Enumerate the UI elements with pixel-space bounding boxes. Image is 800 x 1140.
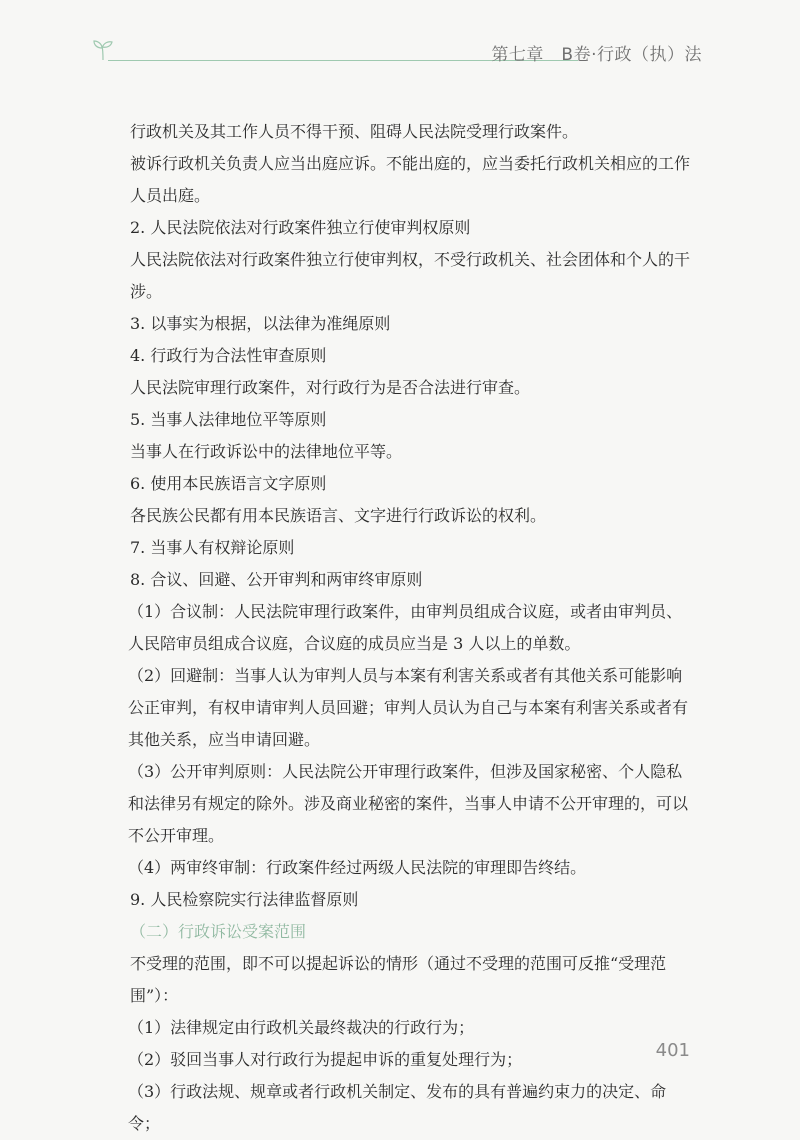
paragraph: （2）驳回当事人对行政行为提起申诉的重复处理行为； <box>128 1050 523 1069</box>
section-heading: 7. 当事人有权辩论原则 <box>130 538 295 557</box>
paragraph: （3）公开审判原则：人民法院公开审理行政案件，但涉及国家秘密、个人隐私和法律另有规定的除外。涉及商业秘密的案件，当事人申请不公开审理的，可以不公开审理。 <box>128 762 689 845</box>
paragraph: （4）两审终审制：行政案件经过两级人民法院的审理即告终结。 <box>128 858 587 877</box>
page-number: 401 <box>655 1040 690 1061</box>
paragraph: （3）行政法规、规章或者行政机关制定、发布的具有普遍约束力的决定、命令； <box>128 1082 667 1133</box>
section-heading: 6. 使用本民族语言文字原则 <box>130 474 327 493</box>
section-heading: 3. 以事实为根据，以法律为准绳原则 <box>130 314 391 333</box>
section-heading: 9. 人民检察院实行法律监督原则 <box>130 890 359 909</box>
paragraph: 人民法院审理行政案件，对行政行为是否合法进行审查。 <box>130 378 531 397</box>
paragraph: 行政机关及其工作人员不得干预、阻碍人民法院受理行政案件。 <box>130 122 579 141</box>
subsection-title: （二）行政诉讼受案范围 <box>130 922 307 941</box>
section-heading: 4. 行政行为合法性审查原则 <box>130 346 327 365</box>
paragraph: 不受理的范围，即不可以提起诉讼的情形（通过不受理的范围可反推“受理范围”）： <box>130 954 667 1005</box>
paragraph: 各民族公民都有用本民族语言、文字进行行政诉讼的权利。 <box>130 506 547 525</box>
paragraph: 被诉行政机关负责人应当出庭应诉。不能出庭的，应当委托行政机关相应的工作人员出庭。 <box>130 154 691 205</box>
paragraph: （1）法律规定由行政机关最终裁决的行政行为； <box>128 1018 475 1037</box>
paragraph: 人民法院依法对行政案件独立行使审判权，不受行政机关、社会团体和个人的干涉。 <box>130 250 691 301</box>
section-heading: 2. 人民法院依法对行政案件独立行使审判权原则 <box>130 218 471 237</box>
page-header <box>90 38 702 68</box>
paragraph: （2）回避制：当事人认为审判人员与本案有利害关系或者有其他关系可能影响公正审判，有权申请审判人员回避；审判人员认为自己与本案有利害关系或者有其他关系，应当申请回避。 <box>128 666 689 749</box>
chapter-title: 第七章 B卷·行政（执）法 <box>491 45 702 65</box>
section-heading: 8. 合议、回避、公开审判和两审终审原则 <box>130 570 423 589</box>
paragraph: （1）合议制：人民法院审理行政案件，由审判员组成合议庭，或者由审判员、人民陪审员组成合议庭，合议庭的成员应当是 3 人以上的单数。 <box>128 602 683 653</box>
section-heading: 5. 当事人法律地位平等原则 <box>130 410 327 429</box>
page-content <box>130 116 696 1140</box>
paragraph: 当事人在行政诉讼中的法律地位平等。 <box>130 442 403 461</box>
